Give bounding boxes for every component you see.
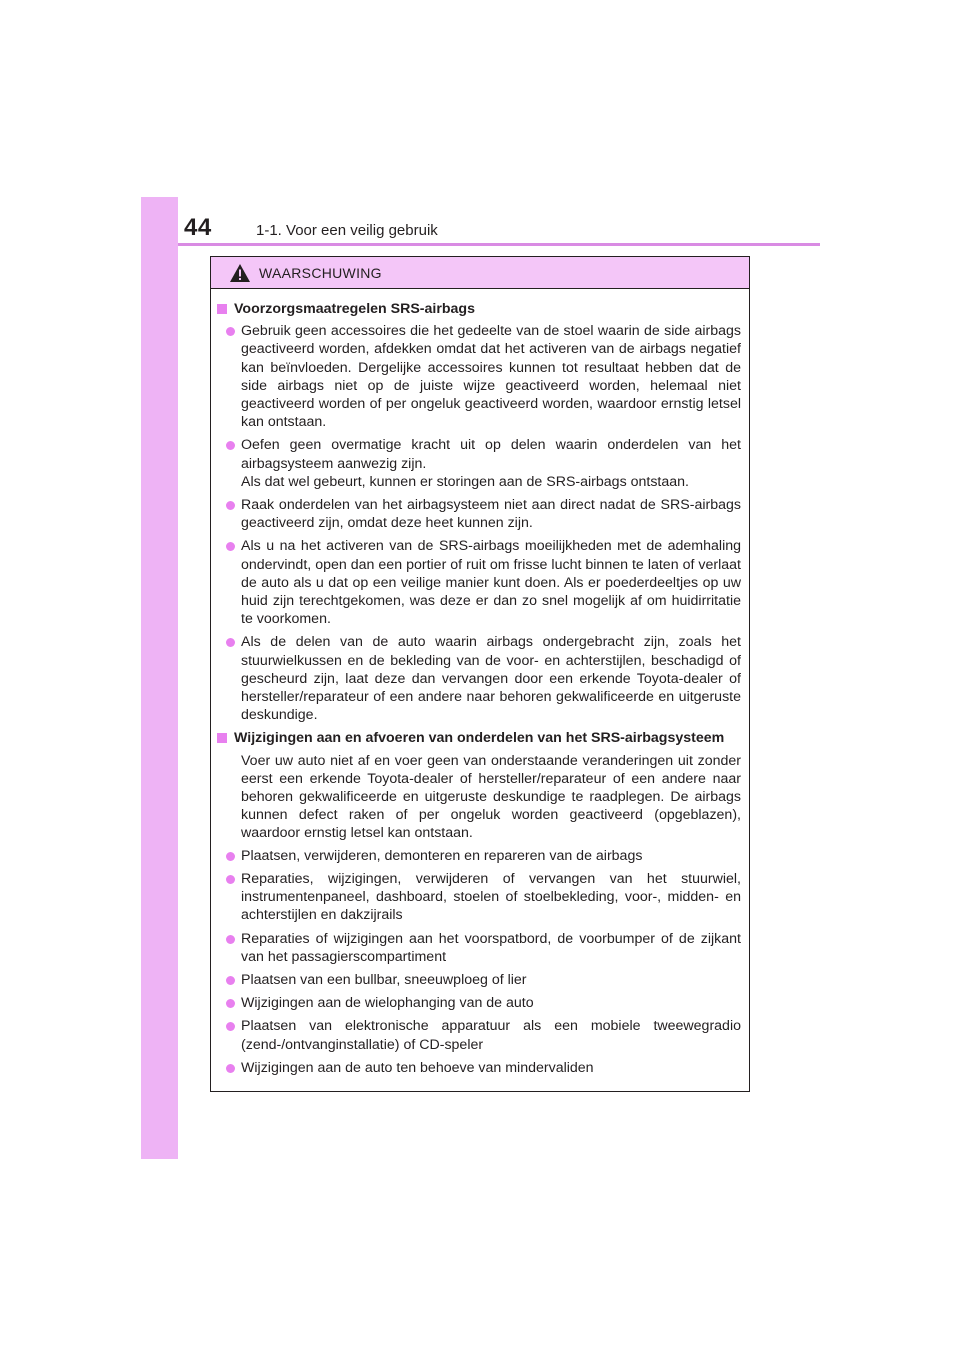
section-intro: Voer uw auto niet af en voer geen van onderstaande veranderingen uit zonder eerst een erkende Toyota-dealer of hersteller/reparateur of een andere naar behoren gekwalificeerde en uitgeruste deskundige te raadplegen. De airbags kunnen defect raken of per ongeluk worden geactiveerd (opgeblazen), waardoor ernstig letsel kan ontstaan. [241, 752, 741, 842]
list-item [217, 930, 741, 966]
list-item [217, 1017, 741, 1053]
list-item-text: Reparaties of wijzigingen aan het voorspatbord, de voorbumper of de zijkant van het passagierscompartiment [241, 930, 741, 965]
section-heading-text: Voorzorgsmaatregelen SRS-airbags [234, 301, 475, 317]
list-item [217, 1059, 741, 1077]
list-item [217, 322, 741, 431]
section-heading [217, 300, 741, 318]
list-item-text: Als u na het activeren van de SRS-airbags moeilijkheden met de ademhaling ondervindt, open dan een portier of ruit om frisse lucht binnen te laten of verlaat de auto als u dat op een veilige manier kunt doen. Als er poederdeeltjes op uw huid zijn terechtgekomen, was deze er dan zo snel mogelijk af om huidirritatie te voorkomen. [241, 538, 741, 628]
header-rule [178, 243, 820, 246]
list-item [217, 537, 741, 628]
list-item-text: Wijzigingen aan de wielophanging van de auto [241, 995, 534, 1012]
round-bullet-icon [226, 1064, 235, 1073]
list-item-text: Plaatsen van een bullbar, sneeuwploeg of lier [241, 971, 527, 988]
list-item-text: Plaatsen, verwijderen, demonteren en repareren van de airbags [241, 847, 643, 864]
list-item [217, 496, 741, 532]
round-bullet-icon [226, 976, 235, 985]
round-bullet-icon [226, 1022, 235, 1031]
list-item-text: Wijzigingen aan de auto ten behoeve van mindervaliden [241, 1059, 594, 1076]
warning-box [210, 256, 750, 1092]
round-bullet-icon [226, 875, 235, 884]
list-item [217, 870, 741, 925]
list-item [217, 436, 741, 491]
square-bullet-icon [217, 304, 227, 314]
list-item [217, 633, 741, 724]
round-bullet-icon [226, 441, 235, 450]
chapter-side-band [141, 197, 178, 1159]
warning-title: WAARSCHUWING [259, 264, 382, 281]
page-number: 44 [184, 214, 212, 241]
warning-header [211, 257, 749, 289]
chapter-title: 1-1. Voor een veilig gebruik [256, 222, 438, 239]
list-item [217, 847, 741, 865]
round-bullet-icon [226, 852, 235, 861]
warning-triangle-icon [229, 263, 251, 283]
list-item-text: Als de delen van de auto waarin airbags ondergebracht zijn, zoals het stuurwielkussen en de bekleding van de voor- en achterstijlen, beschadigd of gescheurd zijn, laat deze dan vervangen door een erkende Toyota-dealer of hersteller/reparateur of een andere naar behoren gekwalificeerde en uitgeruste deskundige. [241, 634, 741, 724]
warning-body [211, 289, 749, 1077]
list-item-text: Raak onderdelen van het airbagsysteem niet aan direct nadat de SRS-airbags geactiveerd zijn, omdat deze heet kunnen zijn. [241, 497, 741, 532]
round-bullet-icon [226, 501, 235, 510]
round-bullet-icon [226, 638, 235, 647]
list-item [217, 971, 741, 989]
round-bullet-icon [226, 327, 235, 336]
list-item-text: Plaatsen van elektronische apparatuur als een mobiele tweewegradio (zend-/ontvanginstallatie) of CD-speler [241, 1018, 741, 1053]
list-item-text: Oefen geen overmatige kracht uit op delen waarin onderdelen van het airbagsysteem aanwezig zijn. Als dat wel gebeurt, kunnen er storingen aan de SRS-airbags ontstaan. [241, 437, 741, 490]
list-item [217, 994, 741, 1012]
list-item-text: Gebruik geen accessoires die het gedeelte van de stoel waarin de side airbags geactiveerd worden, afdekken omdat dat het activeren van de airbags negatief kan beïnvloeden. Dergelijke accessoires kunnen tot resultaat hebben dat de side airbags niet op de juiste wijze geactiveerd worden, helemaal niet geactiveerd worden of per ongeluk geactiveerd worden, waardoor ernstig letsel kan ontstaan. [241, 323, 741, 431]
round-bullet-icon [226, 999, 235, 1008]
section-heading-text: Wijzigingen aan en afvoeren van onderdelen van het SRS-airbagsysteem [234, 730, 725, 747]
list-item-text: Reparaties, wijzigingen, verwijderen of vervangen van het stuurwiel, instrumentenpaneel, dashboard, stoelen of stoelbekleding, voor-, midden- en achterstijlen en dakzijrails [241, 870, 741, 924]
round-bullet-icon [226, 542, 235, 551]
round-bullet-icon [226, 935, 235, 944]
square-bullet-icon [217, 733, 227, 743]
section-heading [217, 729, 741, 747]
